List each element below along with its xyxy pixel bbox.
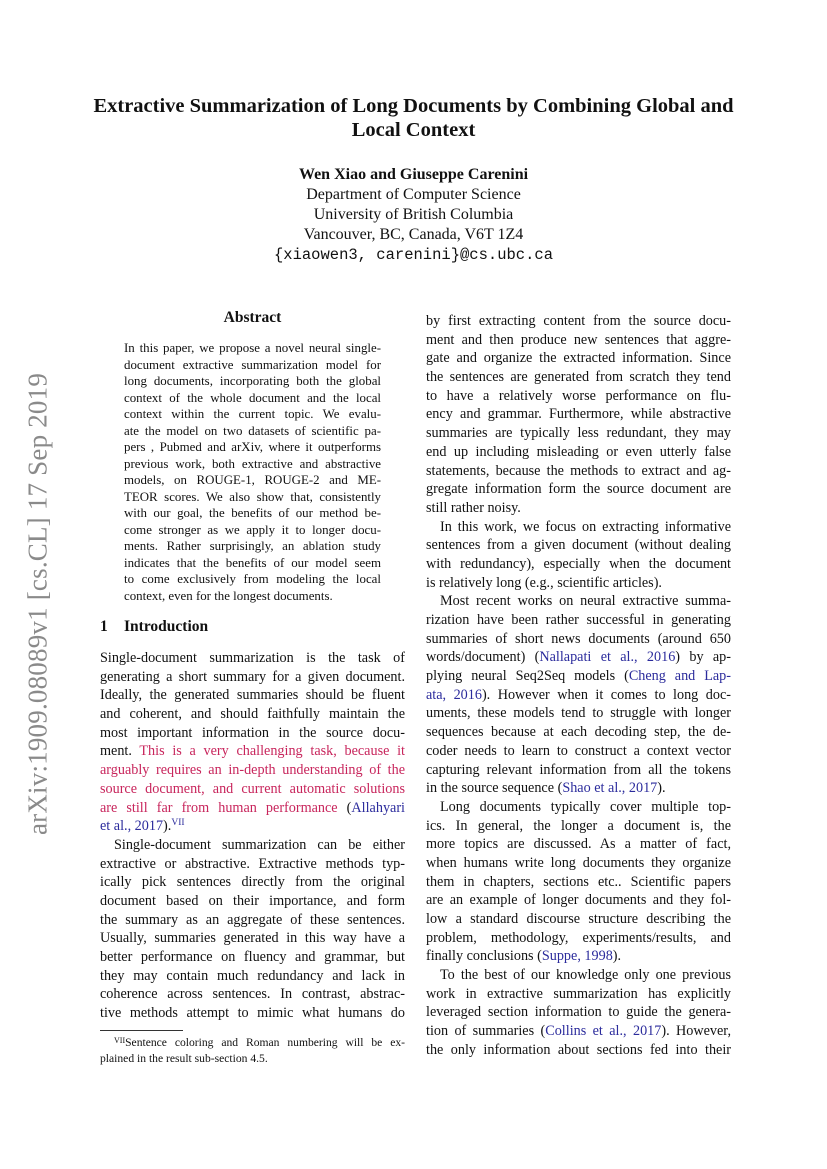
text-span: previous work, both extractive and abstractive xyxy=(124,456,381,471)
text-line xyxy=(100,967,405,986)
text-line xyxy=(426,873,731,892)
text-line xyxy=(426,387,731,406)
text-line xyxy=(426,910,731,929)
text-line xyxy=(124,522,381,539)
right-column-body xyxy=(426,312,731,1060)
text-line xyxy=(100,1004,405,1023)
citation-link[interactable]: Allahyari xyxy=(351,799,405,816)
text-line xyxy=(124,489,381,506)
left-column-body xyxy=(100,649,405,1023)
text-span: ically pick sentences directly from the original xyxy=(100,874,405,891)
text-span: ics. In general, the longer a document is, the xyxy=(426,817,731,834)
author-email: {xiaowen3, carenini}@cs.ubc.ca xyxy=(273,246,554,264)
text-line xyxy=(124,406,381,423)
text-line xyxy=(426,536,731,555)
text-span: the summary as an aggregate of these sentences. xyxy=(100,911,405,928)
text-span: context, even for the longest documents. xyxy=(124,588,333,603)
text-line xyxy=(124,505,381,522)
text-span: ). xyxy=(163,818,172,835)
text-line xyxy=(426,349,731,368)
text-span: ment. xyxy=(100,743,140,760)
text-line xyxy=(124,472,381,489)
text-span: sentences from a given document (without dealing xyxy=(426,537,731,554)
text-span: work in extractive summarization has explicitly xyxy=(426,985,731,1002)
text-line xyxy=(426,985,731,1004)
text-span: uments, these models tend to struggle with longer xyxy=(426,705,731,722)
text-span: Ideally, the generated summaries should be fluent xyxy=(100,687,405,704)
text-span: when humans write long documents they organize xyxy=(426,854,731,871)
text-line xyxy=(100,705,405,724)
text-line xyxy=(426,611,731,630)
author-university: University of British Columbia xyxy=(313,206,514,223)
section-heading xyxy=(100,618,208,636)
text-span: To the best of our knowledge only one previous xyxy=(440,967,731,984)
text-line xyxy=(426,368,731,387)
text-span: with redundancy), especially when the document xyxy=(426,555,731,572)
text-span: end up including misleading or even utterly false xyxy=(426,443,731,460)
text-span: them in chapters, sections etc.. Scientific papers xyxy=(426,873,731,890)
footnote-line xyxy=(100,1035,405,1051)
text-line xyxy=(426,592,731,611)
text-line xyxy=(124,571,381,588)
footnote-text: Sentence coloring and Roman numbering will be ex- xyxy=(125,1036,405,1049)
text-span: they may contain much redundancy and lack in xyxy=(100,967,405,984)
abstract-heading: Abstract xyxy=(223,309,282,326)
text-line xyxy=(426,1003,731,1022)
text-line xyxy=(426,686,731,705)
text-line xyxy=(426,723,731,742)
text-span: better performance on fluency and grammar, but xyxy=(100,949,405,965)
highlighted-sentence: are still far from human performance xyxy=(100,799,338,816)
text-line xyxy=(100,873,405,892)
text-span: ments. Rather surprisingly, an ablation study xyxy=(124,539,381,553)
text-span: document extractive summarization model for xyxy=(124,357,381,372)
text-span: finally conclusions ( xyxy=(426,948,542,965)
highlighted-sentence: arguably requires an in-depth understanding of the xyxy=(100,762,405,779)
highlighted-sentence: source document, and current automatic solutions xyxy=(100,780,405,797)
section-title: Introduction xyxy=(124,618,209,635)
author-address: Vancouver, BC, Canada, V6T 1Z4 xyxy=(303,226,524,243)
paper-title xyxy=(0,94,827,142)
text-span: are an example of longer documents and they fol- xyxy=(426,892,731,909)
citation-link[interactable]: et al., 2017 xyxy=(100,818,164,835)
text-line xyxy=(100,929,405,948)
text-span: gate and organize the extracted information. Since xyxy=(426,350,731,367)
text-line xyxy=(426,424,731,443)
highlighted-sentence: This is a very challenging task, because it xyxy=(139,743,405,760)
text-line xyxy=(426,966,731,985)
text-line xyxy=(124,588,381,605)
text-line xyxy=(124,373,381,390)
title-line: Local Context xyxy=(351,119,476,141)
text-span: Long documents typically cover multiple top- xyxy=(440,798,731,815)
text-span: extractive or abstractive. Extractive methods typ- xyxy=(100,855,405,872)
text-span: ). xyxy=(612,948,622,965)
text-span: is relatively long (e.g., scientific articles). xyxy=(426,574,662,591)
text-span: In this work, we focus on extracting informative xyxy=(440,518,731,535)
text-span: context within the current topic. We evalu- xyxy=(124,407,381,421)
text-span: rization have been rather successful in generating xyxy=(426,612,731,628)
author-department: Department of Computer Science xyxy=(306,186,521,203)
text-line xyxy=(426,443,731,462)
text-span: ate the model on two datasets of scientific pa- xyxy=(124,423,381,438)
text-span: with our goal, the benefits of our method be- xyxy=(124,506,381,520)
text-span: words/document) ( xyxy=(426,649,540,666)
text-span: generating a short summary for a given document. xyxy=(100,668,405,685)
text-span: tion of summaries ( xyxy=(426,1023,546,1040)
text-line xyxy=(426,835,731,854)
footnote-line: plained in the result sub-section 4.5. xyxy=(100,1052,268,1065)
text-span: sequences because at each decoding step, the de- xyxy=(426,724,731,741)
text-line xyxy=(100,686,405,705)
text-span: statements, because the methods to extract and ag- xyxy=(426,462,731,479)
text-line xyxy=(426,667,731,686)
text-line xyxy=(426,331,731,350)
abstract-body xyxy=(124,340,381,604)
text-span: more topics are discussed. As a matter of fact, xyxy=(426,836,731,853)
text-line xyxy=(426,630,731,649)
citation-link[interactable]: Cheng and Lap- xyxy=(628,668,731,685)
text-span: indicates that the benefits of our model seem xyxy=(124,555,381,570)
text-span: long documents, incorporating both the global xyxy=(124,374,381,388)
text-span: leveraged section information to guide the genera- xyxy=(426,1004,731,1021)
footnote-divider xyxy=(100,1030,183,1031)
citation-link[interactable]: Suppe, 1998 xyxy=(541,948,613,965)
text-line xyxy=(426,574,731,593)
text-line xyxy=(426,462,731,481)
text-line xyxy=(426,312,731,331)
text-line xyxy=(426,518,731,537)
citation-link[interactable]: Collins et al., 2017 xyxy=(545,1023,662,1040)
text-span: models, on ROUGE-1, ROUGE-2 and ME- xyxy=(124,473,381,487)
text-span: still rather noisy. xyxy=(426,499,521,516)
text-line xyxy=(426,891,731,910)
text-span: Single-document summarization is the task of xyxy=(100,650,405,666)
text-line xyxy=(100,742,405,761)
text-line xyxy=(124,340,381,357)
text-span: Single-document summarization can be either xyxy=(114,836,405,853)
text-span: ). However, xyxy=(661,1023,731,1040)
text-span: tive methods attempt to mimic what humans do xyxy=(100,1005,405,1022)
text-span: ). However when it comes to long doc- xyxy=(481,686,731,703)
text-span: ). xyxy=(657,780,666,797)
text-span: the only information about sections fed into their xyxy=(426,1041,731,1058)
text-span: coder needs to learn to construct a context vector xyxy=(426,742,731,759)
text-span: plying neural Seq2Seq models ( xyxy=(426,668,629,685)
text-span: context of the whole document and the local xyxy=(124,390,381,405)
text-line xyxy=(426,947,731,966)
text-span: low a standard discourse structure describing the xyxy=(426,911,731,927)
text-line xyxy=(426,405,731,424)
footnote-mark: VII xyxy=(114,1036,126,1045)
text-line xyxy=(426,499,731,518)
text-span: capturing relevant information from all the tokens xyxy=(426,761,731,778)
text-line xyxy=(426,854,731,873)
text-span: gregate information form the source document are xyxy=(426,481,731,498)
text-line xyxy=(124,357,381,374)
text-line xyxy=(100,855,405,874)
citation-link[interactable]: Shao et al., 2017 xyxy=(562,780,658,797)
text-span: to come exclusively from modeling the local xyxy=(124,572,381,586)
text-line xyxy=(100,761,405,780)
text-span: Most recent works on neural extractive summa- xyxy=(440,593,731,610)
text-span: pers , Pubmed and arXiv, where it outperforms xyxy=(124,440,381,454)
text-line xyxy=(426,817,731,836)
text-line xyxy=(426,480,731,499)
text-line xyxy=(124,439,381,456)
text-line xyxy=(426,798,731,817)
text-line xyxy=(100,799,405,818)
text-span: most important information in the source docu- xyxy=(100,724,405,741)
text-span: summaries of short news documents (around 650 xyxy=(426,630,731,647)
text-line xyxy=(100,948,405,967)
text-line xyxy=(426,761,731,780)
text-span: in the source sequence ( xyxy=(426,780,563,797)
title-line: Extractive Summarization of Long Documents by Combining Global and xyxy=(93,95,734,117)
text-line xyxy=(426,779,731,798)
text-line xyxy=(426,1041,731,1060)
text-line xyxy=(100,649,405,668)
text-line xyxy=(100,780,405,799)
text-line xyxy=(100,724,405,743)
text-line xyxy=(124,538,381,555)
text-span: to have a relatively worse performance on flu- xyxy=(426,387,731,404)
text-line xyxy=(100,836,405,855)
text-line xyxy=(426,704,731,723)
citation-link[interactable]: Nallapati et al., 2016 xyxy=(539,649,676,666)
text-span: come stronger as we apply it to longer docu- xyxy=(124,522,381,537)
text-span: and coherent, and should faithfully maintain the xyxy=(100,706,405,723)
text-span: ) by ap- xyxy=(675,649,731,666)
arxiv-identifier-stamp: arXiv:1909.08089v1 [cs.CL] 17 Sep 2019 xyxy=(22,372,53,836)
text-span: ency and grammar. Furthermore, while abstractive xyxy=(426,406,731,423)
text-span: by first extracting content from the source docu- xyxy=(426,313,731,329)
author-names: Wen Xiao and Giuseppe Carenini xyxy=(298,166,529,183)
section-number: 1 xyxy=(100,618,108,635)
text-span: coherence across sentences. In contrast, abstrac- xyxy=(100,986,405,1003)
text-line xyxy=(124,423,381,440)
text-line xyxy=(426,742,731,761)
text-span: document based on their importance, and form xyxy=(100,892,405,909)
text-line xyxy=(124,555,381,572)
text-line xyxy=(100,911,405,930)
text-span: problem, methodology, experiments/results, and xyxy=(426,929,731,946)
text-span: TEOR scores. We also show that, consistently xyxy=(124,489,381,504)
text-line xyxy=(100,892,405,911)
text-span: ( xyxy=(337,799,352,816)
text-span: the sentences are generated from scratch they tend xyxy=(426,369,731,386)
footnote xyxy=(100,1035,405,1067)
text-span: In this paper, we propose a novel neural single- xyxy=(124,341,381,355)
text-line xyxy=(100,817,405,836)
text-line xyxy=(100,668,405,687)
text-span: ment and then produce new sentences that aggre- xyxy=(426,331,731,348)
text-line xyxy=(124,390,381,407)
footnote-reference[interactable]: VII xyxy=(171,818,185,829)
text-line xyxy=(426,929,731,948)
text-line xyxy=(124,456,381,473)
text-line xyxy=(426,648,731,667)
citation-link[interactable]: ata, 2016 xyxy=(426,686,482,703)
text-span: Usually, summaries generated in this way have a xyxy=(100,930,405,947)
text-line xyxy=(426,555,731,574)
author-block xyxy=(0,165,827,265)
text-span: summaries are typically less redundant, they may xyxy=(426,425,731,442)
text-line xyxy=(100,985,405,1004)
text-line xyxy=(426,1022,731,1041)
